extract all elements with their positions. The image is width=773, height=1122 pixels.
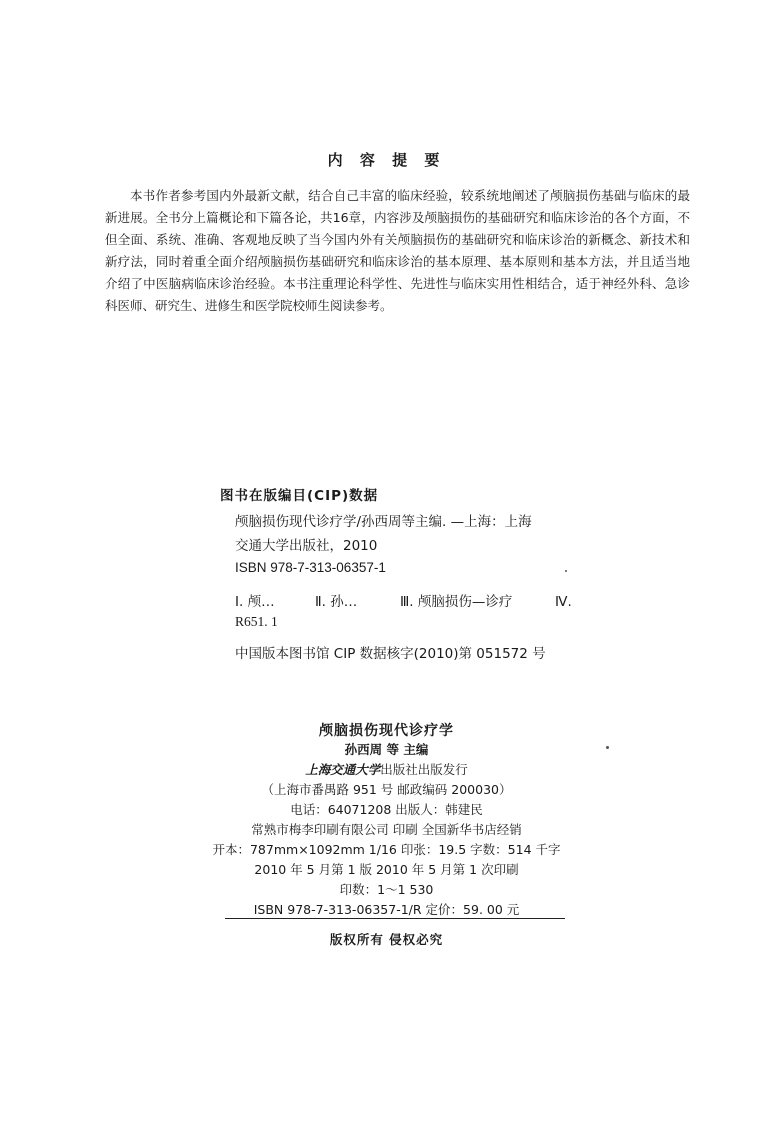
publisher xyxy=(0,760,773,778)
cip-subject-4: Ⅳ. xyxy=(555,594,572,610)
editors: 孙西周 等 主编 xyxy=(344,742,429,757)
cip-title: 图书在版编目(CIP)数据 xyxy=(220,488,379,504)
format-info: 开本：787mm×1092mm 1/16 印张：19.5 字数：514 千字 xyxy=(212,842,561,857)
print-run: 印数：1～1 530 xyxy=(339,882,434,897)
publisher-logo: 上海交通大学 xyxy=(305,762,381,777)
cip-subject-2: Ⅱ. 孙… xyxy=(315,594,358,610)
copyright-notice: 版权所有 侵权必究 xyxy=(329,932,444,947)
cip-subject-1: Ⅰ. 颅… xyxy=(235,594,275,610)
cip-subjects xyxy=(235,590,580,610)
cip-entry-line1: 颅脑损伤现代诊疗学/孙西周等主编. —上海：上海 xyxy=(235,514,532,530)
printer: 常熟市梅李印刷有限公司 印刷 全国新华书店经销 xyxy=(251,822,522,837)
summary-paragraph: 本书作者参考国内外最新文献，结合自己丰富的临床经验，较系统地阐述了颅脑损伤基础与临床的最新进展。全书分上篇概论和下篇各论，共16章，内容涉及颅脑损伤的基础研究和临床诊治的各个方面，不但全面、系统、准确、客观地反映了当今国内外有关颅脑损伤的基础研究和临床诊治的新概念、新技术和新疗法，同时着重全面介绍颅脑损伤基础研究和临床诊治的基本原理、基本原则和基本方法，并且适当地介绍了中医脑病临床诊治经验。本书注重理论科学性、先进性与临床实用性相结合，适于神经外科、急诊科医师、研究生、进修生和医学院校师生阅读参考。 xyxy=(105,188,690,313)
cip-isbn: ISBN 978-7-313-06357-1 xyxy=(235,560,386,575)
cip-subject-3: Ⅲ. 颅脑损伤—诊疗 xyxy=(400,594,513,610)
publisher-address: （上海市番禺路 951 号 邮政编码 200030） xyxy=(261,782,512,797)
summary-body xyxy=(105,185,690,317)
isbn-price: ISBN 978-7-313-06357-1/R 定价：59. 00 元 xyxy=(253,902,520,917)
edition-info: 2010 年 5 月第 1 版 2010 年 5 月第 1 次印刷 xyxy=(254,862,519,877)
phone-publisher: 电话：64071208 出版人：韩建民 xyxy=(290,802,483,817)
scan-speck xyxy=(565,570,567,572)
cip-classification: R651. 1 xyxy=(235,614,278,629)
scan-speck xyxy=(606,746,609,749)
book-title: 颅脑损伤现代诊疗学 xyxy=(319,723,454,739)
divider-rule xyxy=(225,918,565,919)
publisher-suffix: 出版社出版发行 xyxy=(380,762,468,777)
summary-title: 内 容 提 要 xyxy=(327,151,446,169)
cip-record-number: 中国版本图书馆 CIP 数据核字(2010)第 051572 号 xyxy=(235,646,546,662)
cip-entry-line2: 交通大学出版社，2010 xyxy=(235,538,378,554)
